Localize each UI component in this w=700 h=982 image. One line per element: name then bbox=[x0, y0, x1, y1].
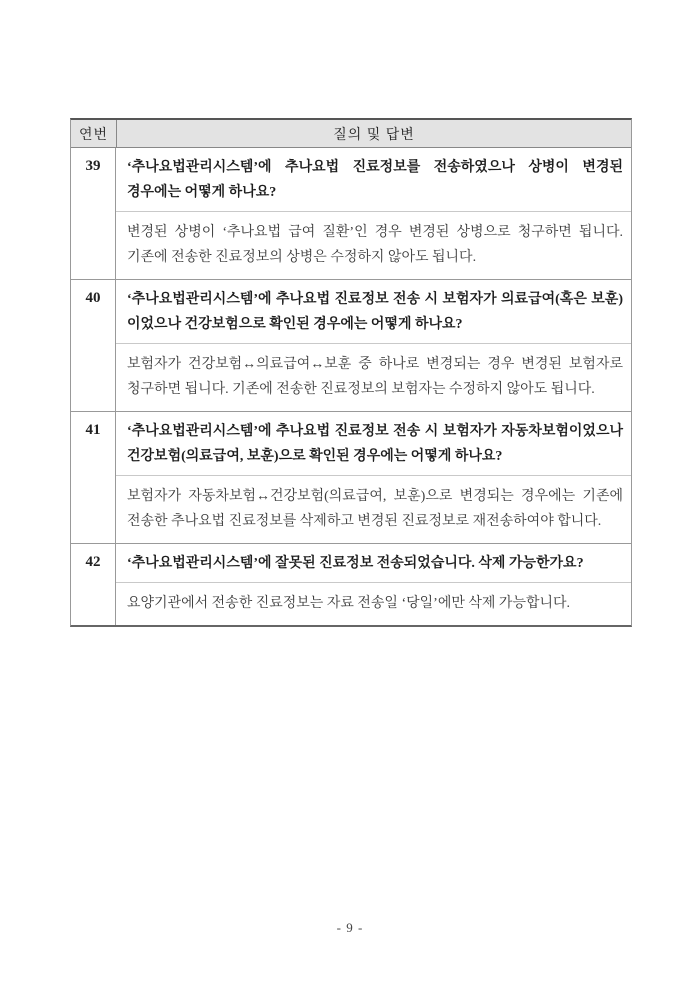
row-content bbox=[116, 412, 631, 543]
table-row bbox=[71, 280, 631, 412]
table-row bbox=[71, 544, 631, 625]
answer-text: 요양기관에서 전송한 진료정보는 자료 전송일 ‘당일’에만 삭제 가능합니다. bbox=[116, 582, 631, 625]
row-content bbox=[116, 148, 631, 279]
question-text: ‘추나요법관리시스템’에 추나요법 진료정보를 전송하였으나 상병이 변경된 경우에는 어떻게 하나요? bbox=[127, 160, 623, 200]
answer-text: 보험자가 자동차보험↔건강보험(의료급여, 보훈)으로 변경되는 경우에는 기존에 전송한 추나요법 진료정보를 삭제하고 변경된 진료정보로 재전송하여야 합니다. bbox=[116, 475, 631, 543]
row-number: 42 bbox=[71, 544, 116, 625]
row-number: 41 bbox=[71, 412, 116, 543]
qa-table bbox=[70, 118, 632, 627]
question-text: ‘추나요법관리시스템’에 잘못된 진료정보 전송되었습니다. 삭제 가능한가요? bbox=[127, 556, 584, 571]
header-cell-question-answer: 질의 및 답변 bbox=[333, 127, 415, 143]
answer-text: 변경된 상병이 ‘추나요법 급여 질환’인 경우 변경된 상병으로 청구하면 됩니다. 기존에 전송한 진료정보의 상병은 수정하지 않아도 됩니다. bbox=[116, 211, 631, 279]
question-text: ‘추나요법관리시스템’에 추나요법 진료정보 전송 시 보험자가 의료급여(혹은 보훈)이었으나 건강보험으로 확인된 경우에는 어떻게 하나요? bbox=[127, 292, 623, 332]
answer-text: 보험자가 건강보험↔의료급여↔보훈 중 하나로 변경되는 경우 변경된 보험자로 청구하면 됩니다. 기존에 전송한 진료정보의 보험자는 수정하지 않아도 됩니다. bbox=[116, 343, 631, 411]
row-content bbox=[116, 544, 631, 625]
row-number: 40 bbox=[71, 280, 116, 411]
header-cell-number: 연번 bbox=[71, 120, 117, 147]
table-header-row bbox=[71, 120, 631, 148]
page-number: - 9 - bbox=[336, 920, 364, 935]
table-row bbox=[71, 412, 631, 544]
row-number: 39 bbox=[71, 148, 116, 279]
row-content bbox=[116, 280, 631, 411]
question-text: ‘추나요법관리시스템’에 추나요법 진료정보 전송 시 보험자가 자동차보험이었으나 건강보험(의료급여, 보훈)으로 확인된 경우에는 어떻게 하나요? bbox=[127, 424, 623, 464]
table-row bbox=[71, 148, 631, 280]
